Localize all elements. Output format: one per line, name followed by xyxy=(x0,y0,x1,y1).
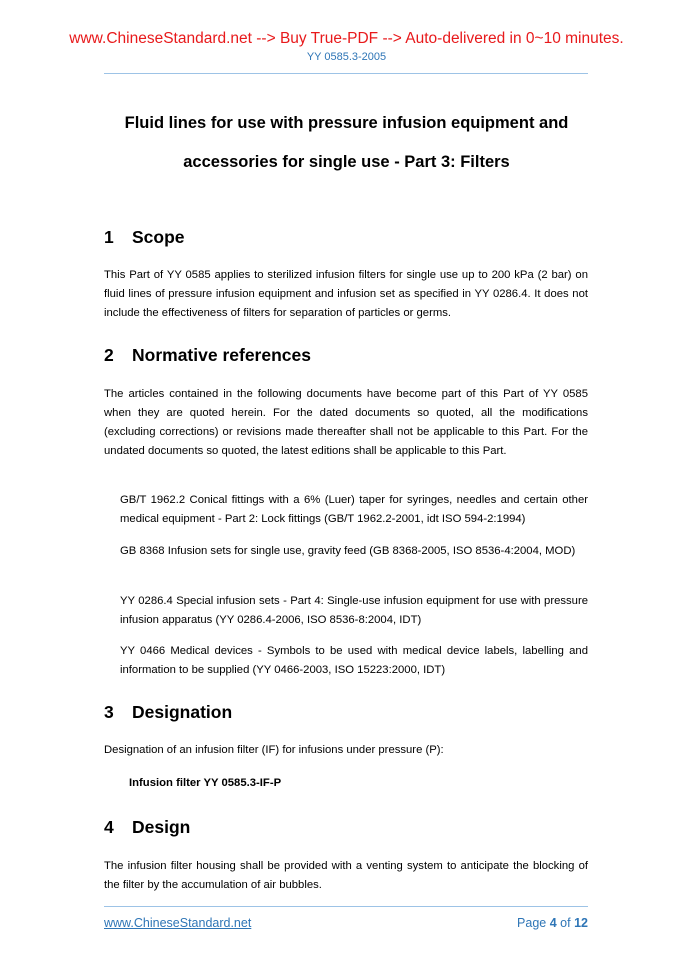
reference-item: GB/T 1962.2 Conical fittings with a 6% (Luer) taper for syringes, needles and certain other medical equipment - Part 2: Lock fittings (GB/T 1962.2-2001, idt ISO 594-2:1994) xyxy=(120,494,588,525)
title-line-1: Fluid lines for use with pressure infusion equipment and xyxy=(124,114,569,132)
page-label: Page xyxy=(517,916,547,930)
page-current: 4 xyxy=(549,916,557,930)
section-title: Normative references xyxy=(132,345,311,365)
designation-example: Infusion filter YY 0585.3-IF-P xyxy=(129,777,282,789)
standard-number: YY 0585.3-2005 xyxy=(306,51,387,63)
section-heading-normative-references xyxy=(104,345,311,366)
header-divider xyxy=(104,73,588,74)
page-indicator xyxy=(517,916,588,930)
scope-paragraph: This Part of YY 0585 applies to sterilized infusion filters for single use up to 200 kPa (2 bar) on fluid lines of pressure infusion equipment and infusion set as specified in YY 0286.4. It does not include the effectiveness of filters for separation of particles or germs. xyxy=(104,269,588,319)
title-line-2: accessories for single use - Part 3: Filters xyxy=(183,153,510,171)
page-of: of xyxy=(560,916,571,930)
page-total: 12 xyxy=(574,916,588,930)
section-heading-scope xyxy=(104,227,185,248)
section-number: 1 xyxy=(104,227,114,247)
section-heading-design xyxy=(104,817,190,838)
footer-divider xyxy=(104,906,588,907)
section-number: 4 xyxy=(104,817,114,837)
normative-paragraph: The articles contained in the following documents have become part of this Part of YY 0585 when they are quoted herein. For the dated documents so quoted, all the modifications (excluding corrections) or revisions made thereafter shall not be applicable to this Part. For the undated documents so quoted, the latest editions shall be applicable to this Part. xyxy=(104,388,588,457)
design-paragraph: The infusion filter housing shall be provided with a venting system to anticipate the blocking of the filter by the accumulation of air bubbles. xyxy=(104,860,588,891)
reference-item: YY 0286.4 Special infusion sets - Part 4: Single-use infusion equipment for use with pressure infusion apparatus (YY 0286.4-2006, ISO 8536-8:2004, IDT) xyxy=(120,595,588,626)
header-banner[interactable]: www.ChineseStandard.net --> Buy True-PDF --> Auto-delivered in 0~10 minutes. xyxy=(69,30,624,47)
section-number: 2 xyxy=(104,345,114,365)
section-number: 3 xyxy=(104,702,114,722)
section-title: Designation xyxy=(132,702,233,722)
section-title: Scope xyxy=(132,227,185,247)
section-title: Design xyxy=(132,817,191,837)
section-heading-designation xyxy=(104,702,232,723)
designation-paragraph: Designation of an infusion filter (IF) for infusions under pressure (P): xyxy=(104,744,444,756)
reference-item: GB 8368 Infusion sets for single use, gravity feed (GB 8368-2005, ISO 8536-4:2004, MOD) xyxy=(120,545,576,557)
footer-website-link[interactable]: www.ChineseStandard.net xyxy=(104,916,252,930)
document-title xyxy=(60,104,633,182)
reference-item: YY 0466 Medical devices - Symbols to be used with medical device labels, labelling and information to be supplied (YY 0466-2003, ISO 15223:2000, IDT) xyxy=(120,645,588,676)
